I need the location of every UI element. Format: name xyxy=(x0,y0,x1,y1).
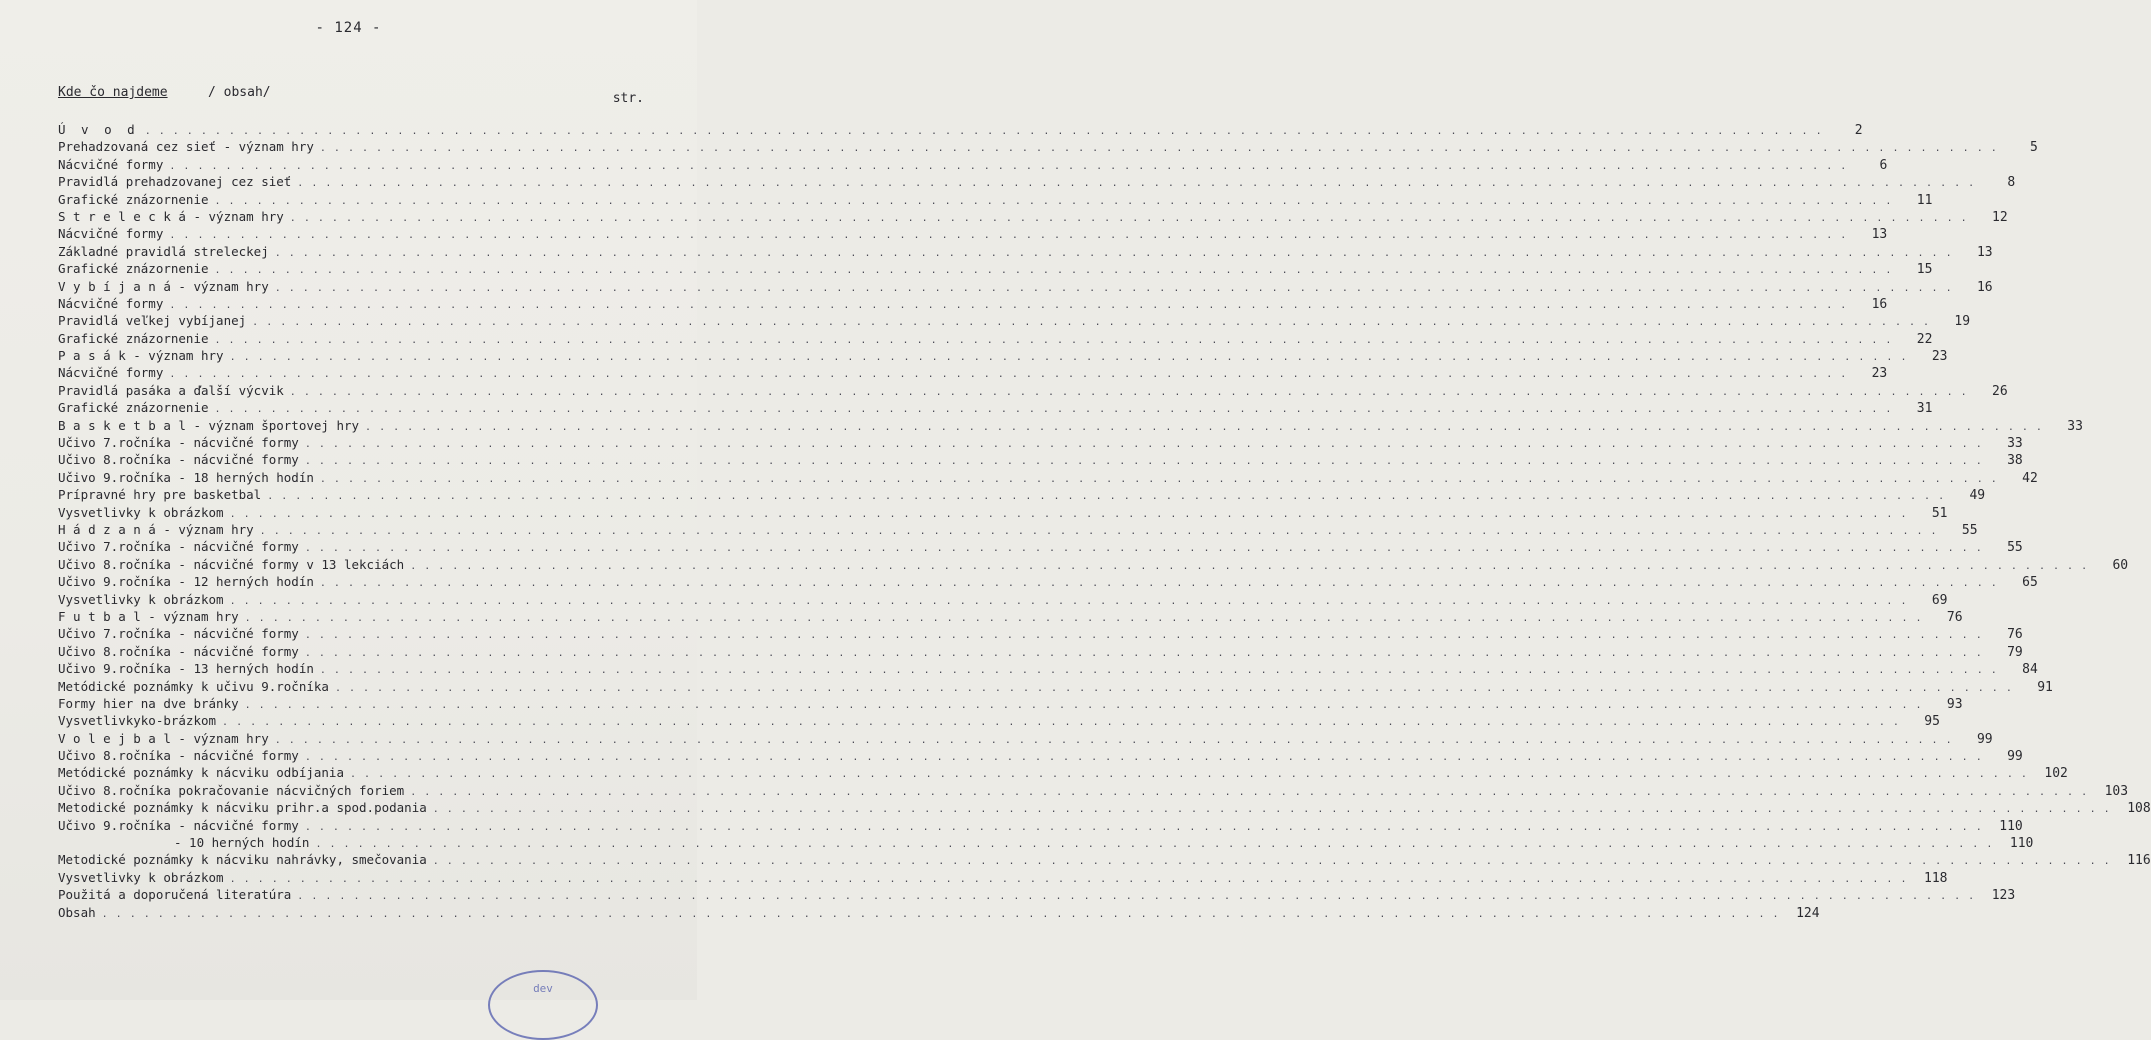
library-stamp xyxy=(488,970,598,1040)
toc-entry xyxy=(58,139,2038,156)
toc-entry xyxy=(58,417,2083,435)
page-number: - 124 - xyxy=(315,20,382,36)
toc-entry xyxy=(58,243,1993,261)
toc-entry xyxy=(58,261,1933,278)
toc-entry-title: Grafické znázornenie xyxy=(58,191,209,207)
toc-entry-page: 23 xyxy=(1871,366,1888,382)
dot-leader: . . . . . . . . . . . . . . . . . . . . . . . . . . . . . . . . . . . . . . . . . . . . . . . . . . . . . . . . . . . . . . . . . . . . . . . . . . . . . . . . . . . . . . . . . . . . . . . . . . . . . . . . . . . . . . . . . . . . . . . . xyxy=(144,126,1823,137)
toc-entry xyxy=(58,487,1986,504)
dot-leader: . . . . . . . . . . . . . . . . . . . . . . . . . . . . . . . . . . . . . . . . . . . . . . . . . . . . . . . . . . . . . . . . . . . . . . . . . . . . . . . . . . . . . . . . . . . . . . . . . . . . . . . . . . . . . . . . . . . . . . . . xyxy=(304,630,1983,642)
toc-entry xyxy=(58,626,2023,643)
dot-leader: . . . . . . . . . . . . . . . . . . . . . . . . . . . . . . . . . . . . . . . . . . . . . . . . . . . . . . . . . . . . . . . . . . . . . . . . . . . . . . . . . . . . . . . . . . . . . . . . . . . . . . . . . . . . . . . . . . . . . . . . xyxy=(244,612,1923,624)
toc-entry-page: 11 xyxy=(1916,192,1933,208)
toc-entry-title: Ú v o d xyxy=(58,122,139,137)
toc-entry-page: 22 xyxy=(1916,331,1933,347)
dot-leader: . . . . . . . . . . . . . . . . . . . . . . . . . . . . . . . . . . . . . . . . . . . . . . . . . . . . . . . . . . . . . . . . . . . . . . . . . . . . . . . . . . . . . . . . . . . . . . . . . . . . . . . . . . . . . . . . . . . . . . . . xyxy=(304,439,1983,451)
toc-entry xyxy=(58,226,1888,243)
toc-entry xyxy=(58,695,1963,713)
dot-leader: . . . . . . . . . . . . . . . . . . . . . . . . . . . . . . . . . . . . . . . . . . . . . . . . . . . . . . . . . . . . . . . . . . . . . . . . . . . . . . . . . . . . . . . . . . . . . . . . . . . . . . . . . . . . . . . . . . . . . . . . xyxy=(304,752,1983,764)
toc-entry xyxy=(58,295,1888,313)
toc-entry xyxy=(58,156,1888,174)
toc-entry xyxy=(58,869,1948,887)
toc-entry-title: Učivo 7.ročníka - nácvičné formy xyxy=(58,435,299,451)
toc-entry-title: Vysvetlivkyko-brázkom xyxy=(58,713,217,729)
dot-leader: . . . . . . . . . . . . . . . . . . . . . . . . . . . . . . . . . . . . . . . . . . . . . . . . . . . . . . . . . . . . . . . . . . . . . . . . . . . . . . . . . . . . . . . . . . . . . . . . . . . . . . . . . . . . . . . . . . . . . . . . xyxy=(259,525,1938,537)
toc-entry-title: Obsah xyxy=(58,904,96,920)
toc-entry-title: Učivo 8.ročníka - nácvičné formy xyxy=(58,452,299,468)
toc-entry-page: 23 xyxy=(1931,349,1948,365)
toc-entry xyxy=(58,591,1948,609)
dot-leader: . . . . . . . . . . . . . . . . . . . . . . . . . . . . . . . . . . . . . . . . . . . . . . . . . . . . . . . . . . . . . . . . . . . . . . . . . . . . . . . . . . . . . . . . . . . . . . . . . . . . . . . . . . . . . . . . . . . . . . . . xyxy=(304,456,1983,468)
dot-leader: . . . . . . . . . . . . . . . . . . . . . . . . . . . . . . . . . . . . . . . . . . . . . . . . . . . . . . . . . . . . . . . . . . . . . . . . . . . . . . . . . . . . . . . . . . . . . . . . . . . . . . . . . . . . . . . . . . . . . . . . xyxy=(349,769,2028,781)
toc-entry-title: Vysvetlivky k obrázkom xyxy=(58,591,224,607)
toc-entry-title: Učivo 9.ročníka - 18 herných hodín xyxy=(58,469,314,485)
toc-heading: Kde čo najdeme xyxy=(58,85,168,100)
toc-entry xyxy=(58,400,1933,417)
toc-entry xyxy=(58,817,2023,835)
dot-leader: . . . . . . . . . . . . . . . . . . . . . . . . . . . . . . . . . . . . . . . . . . . . . . . . . . . . . . . . . . . . . . . . . . . . . . . . . . . . . . . . . . . . . . . . . . . . . . . . . . . . . . . . . . . . . . . . . . . . . . . . xyxy=(297,891,1976,903)
toc-entry-page: 118 xyxy=(1924,870,1948,886)
toc-entry-page: 76 xyxy=(1946,609,1963,625)
toc-entry-page: 8 xyxy=(2007,175,2016,191)
toc-entry-title: Učivo 7.ročníka - nácvičné formy xyxy=(58,626,299,642)
toc-entry xyxy=(58,678,2053,696)
dot-leader: . . . . . . . . . . . . . . . . . . . . . . . . . . . . . . . . . . . . . . . . . . . . . . . . . . . . . . . . . . . . . . . . . . . . . . . . . . . . . . . . . . . . . . . . . . . . . . . . . . . . . . . . . . . . . . . . . . . . . . . . xyxy=(334,682,2013,694)
toc-entry xyxy=(58,608,1963,626)
toc-entry-page: 38 xyxy=(2007,453,2023,469)
toc-entry-title: V y b í j a n á - význam hry xyxy=(58,278,269,294)
toc-entry-page: 65 xyxy=(2022,575,2038,591)
toc-entry-page: 42 xyxy=(2022,470,2038,486)
toc-entry-page: 33 xyxy=(2007,436,2023,452)
dot-leader: . . . . . . . . . . . . . . . . . . . . . . . . . . . . . . . . . . . . . . . . . . . . . . . . . . . . . . . . . . . . . . . . . . . . . . . . . . . . . . . . . . . . . . . . . . . . . . . . . . . . . . . . . . . . . . . . . . . . . . . . xyxy=(432,856,2111,868)
dot-leader: . . . . . . . . . . . . . . . . . . . . . . . . . . . . . . . . . . . . . . . . . . . . . . . . . . . . . . . . . . . . . . . . . . . . . . . . . . . . . . . . . . . . . . . . . . . . . . . . . . . . . . . . . . . . . . . . . . . . . . . . xyxy=(297,178,1976,190)
toc-entry xyxy=(58,382,2008,400)
toc-entry-title: Vysvetlivky k obrázkom xyxy=(58,504,224,520)
toc-entry-title: Pravidlá veľkej vybíjanej xyxy=(58,313,247,329)
toc-entry-title: Učivo 8.ročníka - nácvičné formy xyxy=(58,748,299,764)
toc-entry-page: 33 xyxy=(2067,418,2083,434)
toc-entry-page: 13 xyxy=(1976,244,1993,260)
toc-entry-page: 2 xyxy=(1854,123,1863,138)
toc-entry-page: 12 xyxy=(1992,209,2008,225)
dot-leader: . . . . . . . . . . . . . . . . . . . . . . . . . . . . . . . . . . . . . . . . . . . . . . . . . . . . . . . . . . . . . . . . . . . . . . . . . . . . . . . . . . . . . . . . . . . . . . . . . . . . . . . . . . . . . . . . . . . . . . . . xyxy=(229,352,1908,364)
dot-leader: . . . . . . . . . . . . . . . . . . . . . . . . . . . . . . . . . . . . . . . . . . . . . . . . . . . . . . . . . . . . . . . . . . . . . . . . . . . . . . . . . . . . . . . . . . . . . . . . . . . . . . . . . . . . . . . . . . . . . . . . xyxy=(252,317,1931,329)
toc-entry-title: Metódické poznámky k nácviku odbíjania xyxy=(58,765,344,781)
toc-entry xyxy=(58,435,2023,452)
toc-entry xyxy=(58,191,1933,209)
toc-entry-page: 69 xyxy=(1931,592,1948,608)
toc-entry-page: 26 xyxy=(1992,383,2008,399)
toc-entry-page: 19 xyxy=(1954,314,1971,330)
dot-leader: . . . . . . . . . . . . . . . . . . . . . . . . . . . . . . . . . . . . . . . . . . . . . . . . . . . . . . . . . . . . . . . . . . . . . . . . . . . . . . . . . . . . . . . . . . . . . . . . . . . . . . . . . . . . . . . . . . . . . . . . xyxy=(101,908,1780,920)
toc-entry xyxy=(58,782,2129,800)
toc-entry-page: 116 xyxy=(2127,853,2151,869)
toc-entry xyxy=(58,643,2023,661)
toc-entry-title: F u t b a l - význam hry xyxy=(58,608,239,624)
toc-entry-page: 79 xyxy=(2007,644,2023,660)
toc-entry xyxy=(58,122,1863,139)
toc-entry-page: 76 xyxy=(2007,627,2023,643)
toc-entry xyxy=(58,469,2038,487)
toc-entry-page: 5 xyxy=(2029,140,2038,156)
toc-entry xyxy=(58,174,2016,191)
toc-subheading: / obsah/ xyxy=(208,85,271,100)
toc-entry-title: Nácvičné formy xyxy=(58,156,164,172)
toc-entry-title: Metodické poznámky k nácviku prihr.a spod.podania xyxy=(58,800,427,816)
toc-entry-title: P a s á k - význam hry xyxy=(58,348,224,364)
dot-leader: . . . . . . . . . . . . . . . . . . . . . . . . . . . . . . . . . . . . . . . . . . . . . . . . . . . . . . . . . . . . . . . . . . . . . . . . . . . . . . . . . . . . . . . . . . . . . . . . . . . . . . . . . . . . . . . . . . . . . . . . xyxy=(229,595,1908,607)
dot-leader: . . . . . . . . . . . . . . . . . . . . . . . . . . . . . . . . . . . . . . . . . . . . . . . . . . . . . . . . . . . . . . . . . . . . . . . . . . . . . . . . . . . . . . . . . . . . . . . . . . . . . . . . . . . . . . . . . . . . . . . . xyxy=(229,873,1908,885)
toc-entry-page: 123 xyxy=(1991,888,2016,904)
dot-leader: . . . . . . . . . . . . . . . . . . . . . . . . . . . . . . . . . . . . . . . . . . . . . . . . . . . . . . . . . . . . . . . . . . . . . . . . . . . . . . . . . . . . . . . . . . . . . . . . . . . . . . . . . . . . . . . . . . . . . . . . xyxy=(169,369,1848,381)
toc-entry-page: 16 xyxy=(1871,296,1888,312)
dot-leader: . . . . . . . . . . . . . . . . . . . . . . . . . . . . . . . . . . . . . . . . . . . . . . . . . . . . . . . . . . . . . . . . . . . . . . . . . . . . . . . . . . . . . . . . . . . . . . . . . . . . . . . . . . . . . . . . . . . . . . . . xyxy=(304,647,1983,659)
toc-entry xyxy=(58,800,2151,817)
toc-entry-title: Formy hier na dve bránky xyxy=(58,695,239,711)
toc-entry-title: Vysvetlivky k obrázkom xyxy=(58,869,224,885)
toc-entry-title: V o l e j b a l - význam hry xyxy=(58,730,269,746)
dot-leader: . . . . . . . . . . . . . . . . . . . . . . . . . . . . . . . . . . . . . . . . . . . . . . . . . . . . . . . . . . . . . . . . . . . . . . . . . . . . . . . . . . . . . . . . . . . . . . . . . . . . . . . . . . . . . . . . . . . . . . . . xyxy=(169,160,1848,172)
dot-leader: . . . . . . . . . . . . . . . . . . . . . . . . . . . . . . . . . . . . . . . . . . . . . . . . . . . . . . . . . . . . . . . . . . . . . . . . . . . . . . . . . . . . . . . . . . . . . . . . . . . . . . . . . . . . . . . . . . . . . . . . xyxy=(319,665,1998,677)
dot-leader: . . . . . . . . . . . . . . . . . . . . . . . . . . . . . . . . . . . . . . . . . . . . . . . . . . . . . . . . . . . . . . . . . . . . . . . . . . . . . . . . . . . . . . . . . . . . . . . . . . . . . . . . . . . . . . . . . . . . . . . . xyxy=(304,821,1983,833)
toc-entry-title: Učivo 8.ročníka - nácvičné formy v 13 lekciách xyxy=(58,556,405,572)
toc-entry-title: Nácvičné formy xyxy=(58,365,164,381)
dot-leader: . . . . . . . . . . . . . . . . . . . . . . . . . . . . . . . . . . . . . . . . . . . . . . . . . . . . . . . . . . . . . . . . . . . . . . . . . . . . . . . . . . . . . . . . . . . . . . . . . . . . . . . . . . . . . . . . . . . . . . . . xyxy=(214,195,1893,207)
toc-entry-page: 124 xyxy=(1796,905,1820,921)
toc-entry-page: 99 xyxy=(1976,731,1993,747)
toc-entry-title: - 10 herných hodín xyxy=(174,835,310,851)
toc-entry xyxy=(58,661,2038,678)
toc-entry xyxy=(58,748,2023,765)
toc-entry-title: Učivo 9.ročníka - nácvičné formy xyxy=(58,817,299,833)
toc-entry-title: Učivo 8.ročníka - nácvičné formy xyxy=(58,643,299,659)
toc-entry xyxy=(58,852,2151,869)
toc-entry-page: 110 xyxy=(2009,836,2034,852)
toc-entry xyxy=(58,730,1993,748)
toc-entry xyxy=(58,574,2038,591)
dot-leader: . . . . . . . . . . . . . . . . . . . . . . . . . . . . . . . . . . . . . . . . . . . . . . . . . . . . . . . . . . . . . . . . . . . . . . . . . . . . . . . . . . . . . . . . . . . . . . . . . . . . . . . . . . . . . . . . . . . . . . . . xyxy=(319,143,1998,155)
dot-leader: . . . . . . . . . . . . . . . . . . . . . . . . . . . . . . . . . . . . . . . . . . . . . . . . . . . . . . . . . . . . . . . . . . . . . . . . . . . . . . . . . . . . . . . . . . . . . . . . . . . . . . . . . . . . . . . . . . . . . . . . xyxy=(229,508,1908,520)
toc-entry-page: 51 xyxy=(1931,505,1948,521)
toc-entry xyxy=(58,556,2129,574)
toc-entry-title: Základné pravidlá streleckej xyxy=(58,243,269,259)
dot-leader: . . . . . . . . . . . . . . . . . . . . . . . . . . . . . . . . . . . . . . . . . . . . . . . . . . . . . . . . . . . . . . . . . . . . . . . . . . . . . . . . . . . . . . . . . . . . . . . . . . . . . . . . . . . . . . . . . . . . . . . . xyxy=(274,282,1953,294)
dot-leader: . . . . . . . . . . . . . . . . . . . . . . . . . . . . . . . . . . . . . . . . . . . . . . . . . . . . . . . . . . . . . . . . . . . . . . . . . . . . . . . . . . . . . . . . . . . . . . . . . . . . . . . . . . . . . . . . . . . . . . . . xyxy=(169,299,1848,311)
toc-entry xyxy=(58,539,2023,556)
toc-entry xyxy=(58,348,1948,365)
dot-leader: . . . . . . . . . . . . . . . . . . . . . . . . . . . . . . . . . . . . . . . . . . . . . . . . . . . . . . . . . . . . . . . . . . . . . . . . . . . . . . . . . . . . . . . . . . . . . . . . . . . . . . . . . . . . . . . . . . . . . . . . xyxy=(222,717,1900,729)
toc-entry xyxy=(58,313,1971,330)
toc-entry-title: Grafické znázornenie xyxy=(58,330,209,346)
toc-entry-page: 110 xyxy=(1999,818,2023,834)
dot-leader: . . . . . . . . . . . . . . . . . . . . . . . . . . . . . . . . . . . . . . . . . . . . . . . . . . . . . . . . . . . . . . . . . . . . . . . . . . . . . . . . . . . . . . . . . . . . . . . . . . . . . . . . . . . . . . . . . . . . . . . . xyxy=(214,334,1893,346)
toc-entry-page: 31 xyxy=(1916,401,1933,417)
dot-leader: . . . . . . . . . . . . . . . . . . . . . . . . . . . . . . . . . . . . . . . . . . . . . . . . . . . . . . . . . . . . . . . . . . . . . . . . . . . . . . . . . . . . . . . . . . . . . . . . . . . . . . . . . . . . . . . . . . . . . . . . xyxy=(214,404,1893,416)
toc-entry-page: 16 xyxy=(1976,279,1993,295)
toc-entry-page: 60 xyxy=(2112,557,2129,573)
toc-entry-page: 13 xyxy=(1871,227,1888,243)
toc-entry xyxy=(58,887,2016,904)
toc-entry-title: Učivo 9.ročníka - 13 herných hodín xyxy=(58,661,314,677)
toc-header xyxy=(58,85,644,106)
dot-leader: . . . . . . . . . . . . . . . . . . . . . . . . . . . . . . . . . . . . . . . . . . . . . . . . . . . . . . . . . . . . . . . . . . . . . . . . . . . . . . . . . . . . . . . . . . . . . . . . . . . . . . . . . . . . . . . . . . . . . . . . xyxy=(274,734,1953,746)
toc-entry xyxy=(58,452,2023,469)
toc-entry-page: 93 xyxy=(1946,696,1963,712)
toc-entry-title: Prípravné hry pre basketbal xyxy=(58,487,262,503)
toc-entry xyxy=(58,208,2008,226)
toc-entry-title: B a s k e t b a l - význam športovej hry xyxy=(58,417,360,433)
toc-entry-page: 49 xyxy=(1969,488,1986,504)
toc-entry-page: 91 xyxy=(2037,679,2053,695)
dot-leader: . . . . . . . . . . . . . . . . . . . . . . . . . . . . . . . . . . . . . . . . . . . . . . . . . . . . . . . . . . . . . . . . . . . . . . . . . . . . . . . . . . . . . . . . . . . . . . . . . . . . . . . . . . . . . . . . . . . . . . . . xyxy=(319,473,1998,485)
toc-entry-page: 99 xyxy=(2007,749,2023,765)
toc-entry-title: Nácvičné formy xyxy=(58,295,164,311)
toc-entry-title: Pravidlá prehadzovanej cez sieť xyxy=(58,174,292,190)
page-column-label: str. xyxy=(612,91,644,106)
toc-entry-page: 55 xyxy=(1961,522,1978,538)
dot-leader: . . . . . . . . . . . . . . . . . . . . . . . . . . . . . . . . . . . . . . . . . . . . . . . . . . . . . . . . . . . . . . . . . . . . . . . . . . . . . . . . . . . . . . . . . . . . . . . . . . . . . . . . . . . . . . . . . . . . . . . . xyxy=(410,786,2089,798)
toc-entry xyxy=(58,904,1820,922)
toc-entry-page: 84 xyxy=(2022,662,2038,678)
dot-leader: . . . . . . . . . . . . . . . . . . . . . . . . . . . . . . . . . . . . . . . . . . . . . . . . . . . . . . . . . . . . . . . . . . . . . . . . . . . . . . . . . . . . . . . . . . . . . . . . . . . . . . . . . . . . . . . . . . . . . . . . xyxy=(315,839,1994,851)
toc-entry-title: Pravidlá pasáka a ďalší výcvik xyxy=(58,382,284,398)
toc-entry-title: Metódické poznámky k učivu 9.ročníka xyxy=(58,678,329,694)
stamp-text: dev xyxy=(533,982,553,995)
toc-entry xyxy=(58,713,1940,730)
table-of-contents xyxy=(58,122,2151,922)
toc-entry-title: Grafické znázornenie xyxy=(58,261,209,277)
dot-leader: . . . . . . . . . . . . . . . . . . . . . . . . . . . . . . . . . . . . . . . . . . . . . . . . . . . . . . . . . . . . . . . . . . . . . . . . . . . . . . . . . . . . . . . . . . . . . . . . . . . . . . . . . . . . . . . . . . . . . . . . xyxy=(267,491,1946,503)
toc-entry-title: Učivo 7.ročníka - nácvičné formy xyxy=(58,539,299,555)
toc-entry-title: Metodické poznámky k nácviku nahrávky, smečovania xyxy=(58,852,427,868)
toc-entry-title: S t r e l e c k á - význam hry xyxy=(58,208,284,224)
toc-entry-title: Učivo 9.ročníka - 12 herných hodín xyxy=(58,574,314,590)
dot-leader: . . . . . . . . . . . . . . . . . . . . . . . . . . . . . . . . . . . . . . . . . . . . . . . . . . . . . . . . . . . . . . . . . . . . . . . . . . . . . . . . . . . . . . . . . . . . . . . . . . . . . . . . . . . . . . . . . . . . . . . . xyxy=(410,560,2089,572)
dot-leader: . . . . . . . . . . . . . . . . . . . . . . . . . . . . . . . . . . . . . . . . . . . . . . . . . . . . . . . . . . . . . . . . . . . . . . . . . . . . . . . . . . . . . . . . . . . . . . . . . . . . . . . . . . . . . . . . . . . . . . . . xyxy=(319,578,1998,590)
dot-leader: . . . . . . . . . . . . . . . . . . . . . . . . . . . . . . . . . . . . . . . . . . . . . . . . . . . . . . . . . . . . . . . . . . . . . . . . . . . . . . . . . . . . . . . . . . . . . . . . . . . . . . . . . . . . . . . . . . . . . . . . xyxy=(289,212,1968,224)
dot-leader: . . . . . . . . . . . . . . . . . . . . . . . . . . . . . . . . . . . . . . . . . . . . . . . . . . . . . . . . . . . . . . . . . . . . . . . . . . . . . . . . . . . . . . . . . . . . . . . . . . . . . . . . . . . . . . . . . . . . . . . . xyxy=(365,421,2043,433)
toc-entry xyxy=(58,521,1978,539)
toc-entry xyxy=(58,278,1993,296)
dot-leader: . . . . . . . . . . . . . . . . . . . . . . . . . . . . . . . . . . . . . . . . . . . . . . . . . . . . . . . . . . . . . . . . . . . . . . . . . . . . . . . . . . . . . . . . . . . . . . . . . . . . . . . . . . . . . . . . . . . . . . . . xyxy=(274,247,1953,259)
toc-entry-page: 108 xyxy=(2127,801,2151,817)
dot-leader: . . . . . . . . . . . . . . . . . . . . . . . . . . . . . . . . . . . . . . . . . . . . . . . . . . . . . . . . . . . . . . . . . . . . . . . . . . . . . . . . . . . . . . . . . . . . . . . . . . . . . . . . . . . . . . . . . . . . . . . . xyxy=(432,804,2111,816)
dot-leader: . . . . . . . . . . . . . . . . . . . . . . . . . . . . . . . . . . . . . . . . . . . . . . . . . . . . . . . . . . . . . . . . . . . . . . . . . . . . . . . . . . . . . . . . . . . . . . . . . . . . . . . . . . . . . . . . . . . . . . . . xyxy=(244,699,1923,711)
toc-entry-title: Nácvičné formy xyxy=(58,226,164,242)
toc-entry-page: 6 xyxy=(1879,157,1888,173)
toc-entry-title: Grafické znázornenie xyxy=(58,400,209,416)
toc-entry xyxy=(58,835,2034,852)
toc-entry-title: H á d z a n á - význam hry xyxy=(58,521,254,537)
toc-entry-page: 95 xyxy=(1924,714,1940,730)
toc-entry-title: Použitá a doporučená literatúra xyxy=(58,887,292,903)
dot-leader: . . . . . . . . . . . . . . . . . . . . . . . . . . . . . . . . . . . . . . . . . . . . . . . . . . . . . . . . . . . . . . . . . . . . . . . . . . . . . . . . . . . . . . . . . . . . . . . . . . . . . . . . . . . . . . . . . . . . . . . . xyxy=(289,386,1968,398)
toc-entry xyxy=(58,365,1888,382)
toc-entry-page: 103 xyxy=(2104,783,2129,799)
toc-entry-title: Prehadzovaná cez sieť - význam hry xyxy=(58,139,314,155)
dot-leader: . . . . . . . . . . . . . . . . . . . . . . . . . . . . . . . . . . . . . . . . . . . . . . . . . . . . . . . . . . . . . . . . . . . . . . . . . . . . . . . . . . . . . . . . . . . . . . . . . . . . . . . . . . . . . . . . . . . . . . . . xyxy=(304,543,1983,555)
toc-entry-page: 102 xyxy=(2044,766,2068,782)
dot-leader: . . . . . . . . . . . . . . . . . . . . . . . . . . . . . . . . . . . . . . . . . . . . . . . . . . . . . . . . . . . . . . . . . . . . . . . . . . . . . . . . . . . . . . . . . . . . . . . . . . . . . . . . . . . . . . . . . . . . . . . . xyxy=(214,265,1893,277)
toc-entry xyxy=(58,765,2068,782)
dot-leader: . . . . . . . . . . . . . . . . . . . . . . . . . . . . . . . . . . . . . . . . . . . . . . . . . . . . . . . . . . . . . . . . . . . . . . . . . . . . . . . . . . . . . . . . . . . . . . . . . . . . . . . . . . . . . . . . . . . . . . . . xyxy=(169,230,1848,242)
toc-entry xyxy=(58,504,1948,522)
toc-entry-title: Učivo 8.ročníka pokračovanie nácvičných foriem xyxy=(58,782,405,798)
toc-entry-page: 55 xyxy=(2007,540,2023,556)
toc-entry-page: 15 xyxy=(1916,262,1933,278)
toc-entry xyxy=(58,330,1933,348)
